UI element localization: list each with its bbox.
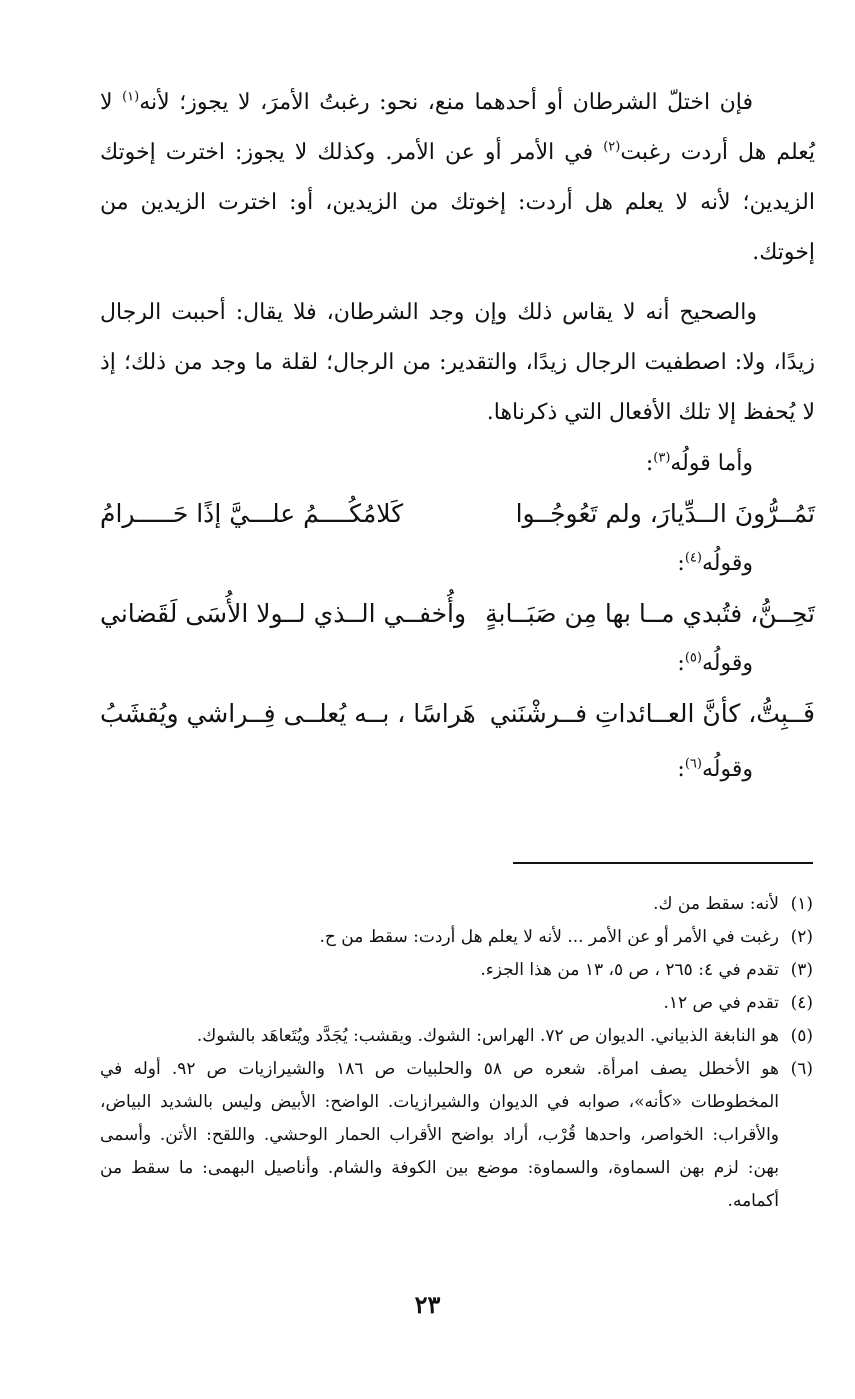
footnote-4 bbox=[100, 987, 813, 1020]
footnote-6 bbox=[100, 1053, 813, 1218]
paragraph-correct-view: والصحيح أنه لا يقاس ذلك وإن وجد الشرطان، فلا يقال: أحببت الرجال زيدًا، ولا: اصطفيت الرجال زيدًا، والتقدير: من الرجال؛ لقلة ما وجد من ذلك؛ إذ لا يُحفظ إلا تلك الأفعال التي ذكرناها. bbox=[100, 300, 815, 425]
page-number: ٢٣ bbox=[414, 1290, 441, 1319]
footnote-ref-4: (٤) bbox=[684, 550, 702, 566]
verse-line-1 bbox=[100, 484, 815, 544]
footnote-1 bbox=[100, 888, 813, 921]
footnote-ref-6: (٦) bbox=[684, 756, 702, 772]
text-segment: في الأمر أو عن الأمر. وكذلك لا يجوز: اخترت إخوتك الزيدين؛ لأنه لا يعلم هل أردت: إخوتك من الزيدين، أو: اخترت الزيدين من إخوتك. bbox=[100, 140, 815, 265]
footnote-number: (٢) bbox=[790, 927, 813, 947]
footnote-number: (٦) bbox=[790, 1059, 813, 1079]
footnote-text: تقدم في ص ١٢. bbox=[663, 993, 779, 1013]
citation-lead-text: وأما قولُه bbox=[670, 451, 753, 476]
verse-line-2 bbox=[100, 584, 815, 644]
footnote-text: لأنه: سقط من ك. bbox=[653, 894, 779, 914]
footnote-text: هو الأخطل يصف امرأة. شعره ص ٥٨ والحلبيات ص ١٨٦ والشيرازيات ص ٩٢. أوله في المخطوطات «كأنه»، صوابه في الديوان والشيرازيات. الواضح: الأبيض وليس بالشديد البياض، والأقراب: الخواصر، واحدها قُرْب، أراد بواضح الأقراب الحمار الوحشي. واللقح: الأتن. وأسمى بهن: لزم بهن السماوة، والسماوة: موضع بين الكوفة والشام. وأناصيل البهمى: ما سقط من أكمامه. bbox=[100, 1059, 780, 1211]
text-segment: لا يُعلم هل أردت رغبت bbox=[100, 90, 816, 165]
paragraph-conditions bbox=[100, 78, 815, 278]
verse-hemistich-right: تَمُــرُّونَ الــدِّيارَ، ولم تَعُوجُــوا bbox=[515, 499, 815, 528]
verse-line-3 bbox=[100, 684, 815, 744]
citation-colon: : bbox=[677, 551, 685, 576]
verse-hemistich-left: هَراسًا ، بــه يُعلــى فِــراشي ويُقشَبُ bbox=[100, 699, 476, 728]
main-text bbox=[100, 78, 815, 790]
citation-lead-text: وقولُه bbox=[701, 551, 753, 576]
footnote-text: هو النابغة الذبياني. الديوان ص ٧٢. الهراس: الشوك. ويقشب: يُجَدَّد ويُتَعاهَد بالشوك. bbox=[196, 1026, 779, 1046]
footnotes bbox=[100, 888, 813, 1218]
footnote-number: (٤) bbox=[790, 993, 813, 1013]
citation-lead-4 bbox=[100, 544, 815, 584]
citation-colon: : bbox=[645, 451, 654, 476]
footnote-ref-3: (٣) bbox=[653, 450, 671, 466]
footnote-separator bbox=[513, 862, 813, 864]
citation-lead-text: وقولُه bbox=[701, 651, 753, 676]
citation-lead-5 bbox=[100, 644, 815, 684]
footnote-3 bbox=[100, 954, 813, 987]
footnote-number: (٥) bbox=[790, 1026, 813, 1046]
citation-lead-3 bbox=[100, 444, 815, 484]
footnote-ref-5: (٥) bbox=[684, 650, 702, 666]
footnote-text: تقدم في ٤: ٢٦٥ ، ص ٥، ١٣ من هذا الجزء. bbox=[480, 960, 779, 980]
footnote-2 bbox=[100, 921, 813, 954]
footnote-5 bbox=[100, 1020, 813, 1053]
citation-lead-text: وقولُه bbox=[701, 757, 753, 782]
footnote-number: (٣) bbox=[790, 960, 813, 980]
citation-colon: : bbox=[677, 651, 685, 676]
footnote-number: (١) bbox=[790, 894, 813, 914]
verse-hemistich-right: فَــبِتُّ، كأنَّ العــائداتِ فــرشْنَني bbox=[489, 699, 815, 728]
verse-hemistich-right: تَحِــنُّ، فتُبدي مــا بها مِن صَبَــابةٍ bbox=[485, 599, 815, 628]
text-segment: فإن اختلّ الشرطان أو أحدهما منع، نحو: رغبتُ الأمرَ، لا يجوز؛ لأنه bbox=[139, 90, 753, 115]
citation-colon: : bbox=[677, 757, 685, 782]
verse-hemistich-left: كَلامُكُــــمُ علـــيَّ إذًا حَـــــرامُ bbox=[100, 499, 404, 528]
verse-hemistich-left: وأُخفــي الــذي لــولا الأُسَى لَقَضاني bbox=[100, 599, 467, 628]
footnote-ref-1: (١) bbox=[122, 89, 140, 105]
citation-lead-6 bbox=[100, 750, 815, 790]
footnote-ref-2: (٢) bbox=[603, 139, 621, 155]
footnote-text: رغبت في الأمر أو عن الأمر ... لأنه لا يعلم هل أردت: سقط من ح. bbox=[319, 927, 779, 947]
